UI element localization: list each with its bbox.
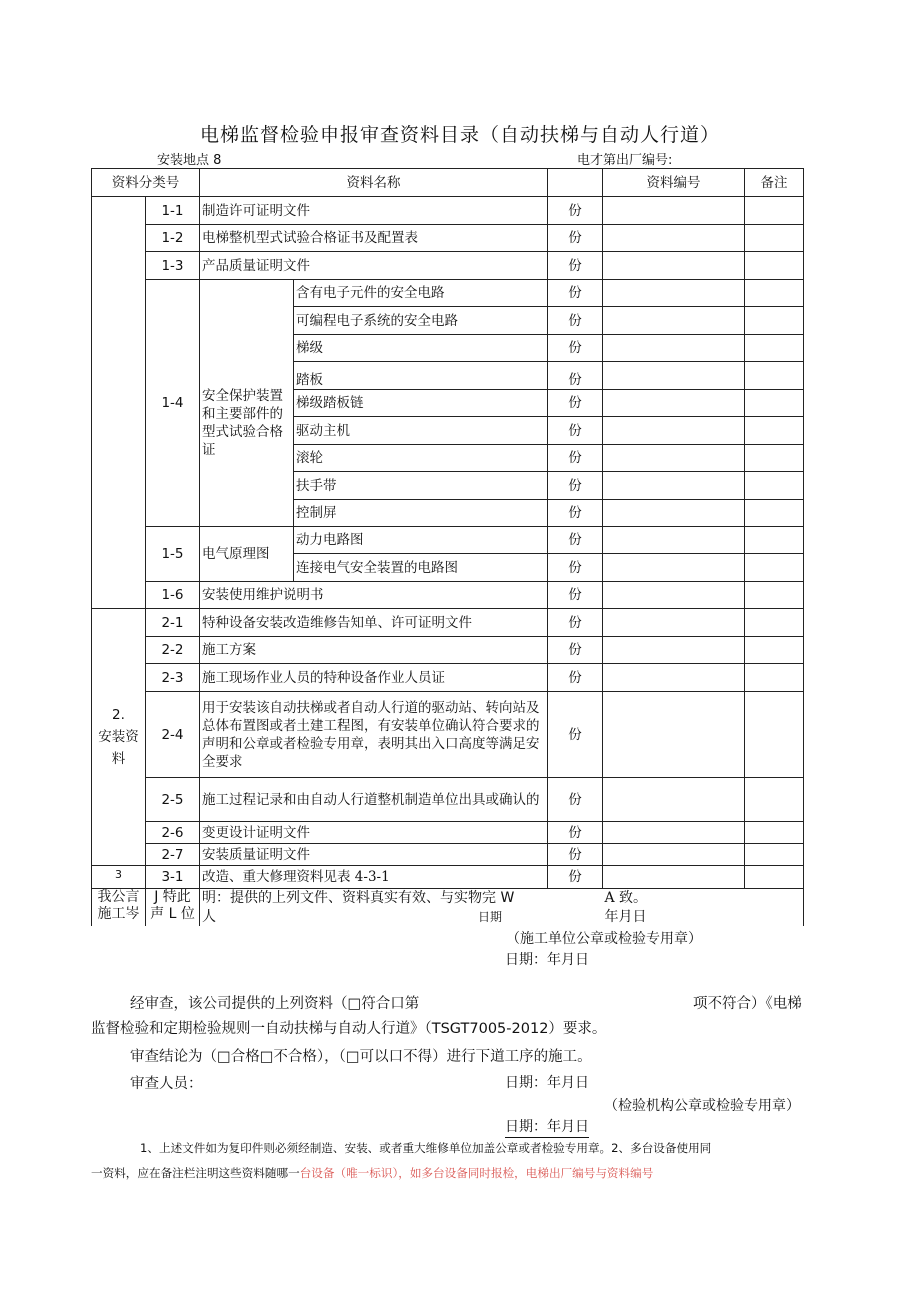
header-name: 资料名称	[200, 169, 548, 197]
table-row: 2-7 安装质量证明文件 份	[92, 844, 804, 866]
table-row: 滚轮 份	[92, 445, 804, 472]
document-table	[91, 168, 804, 929]
table-row: 2-3 施工现场作业人员的特种设备作业人员证 份	[92, 664, 804, 692]
review-conclusion: 审查结论为（□合格□不合格），（□可以口不得）进行下道工序的施工。	[130, 1049, 592, 1065]
table-row: 2. 安装资 料 2-1 特种设备安装改造维修告知单、许可证明文件 份	[92, 609, 804, 637]
table-row: 踏板 份	[92, 362, 804, 390]
table-row: 2-5 施工过程记录和由自动人行道整机制造单位出具或确认的 份	[92, 778, 804, 822]
table-row: 梯级踏板链 份	[92, 390, 804, 417]
seal-unit-note: （施工单位公章或检验专用章）	[506, 931, 702, 947]
declaration-text: 明：提供的上列文件、资料真实有效、与实物完 W	[202, 890, 515, 906]
table-row: 2-6 变更设计证明文件 份	[92, 822, 804, 844]
note-line-1: 1、上述文件如为复印件则必须经制造、安装、或者重大维修单位加盖公章或者检验专用章。2、多台设备使用同	[140, 1141, 712, 1155]
reviewer-label: 审查人员：	[130, 1076, 203, 1092]
page-title: 电梯监督检验申报审查资料目录（自动扶梯与自动人行道）	[199, 124, 720, 146]
category-cell-1	[92, 197, 146, 609]
group-electrical-diagrams: 电气原理图	[200, 527, 294, 582]
table-row: 可编程电子系统的安全电路 份	[92, 307, 804, 335]
review-statement-tail: 项不符合）《电梯	[693, 996, 802, 1012]
seal-institution-note: （检验机构公章或检验专用章）	[604, 1098, 800, 1114]
table-row: 2-4 用于安装该自动扶梯或者自动人行道的驱动站、转向站及总体布置图或者土建工程图，有安装单位确认符合要求的声明和公章或者检验专用章，表明其出入口高度等满足安全要求 份	[92, 692, 804, 778]
table-row: 连接电气安全装置的电路图 份	[92, 554, 804, 582]
review-regulation: 监督检验和定期检验规则一自动扶梯与自动人行道》（TSGT7005-2012）要求。	[91, 1021, 607, 1037]
institution-date: 日期：年月日	[505, 1116, 589, 1138]
header-category: 资料分类号	[92, 169, 200, 197]
group-safety-devices: 安全保护装置和主要部件的型式试验合格证	[200, 280, 294, 527]
factory-no-label: 电才第出厂编号:	[577, 153, 673, 168]
reviewer-date: 日期：年月日	[505, 1075, 589, 1091]
table-row: 1-3 产品质量证明文件 份	[92, 252, 804, 280]
table-row: 1-6 安装使用维护说明书 份	[92, 582, 804, 609]
table-row: 驱动主机 份	[92, 417, 804, 445]
unit-date: 日期：年月日	[505, 952, 589, 968]
note-line-2: 一资料，应在备注栏注明这些资料随哪一台设备（唯一标识），如多台设备同时报检，电梯出厂编号与资料编号	[91, 1166, 654, 1180]
table-row: 控制屏 份	[92, 500, 804, 527]
review-statement: 经审查，该公司提供的上列资料（□符合口第	[130, 996, 420, 1012]
header-doc-no: 资料编号	[603, 169, 745, 197]
declaration-row: 我公言 施工岑 J 特此 声 L 位 明：提供的上列文件、资料真实有效、与实物完 W 人 日期 A 致。 年月日	[92, 889, 804, 929]
category-cell-2: 2. 安装资 料	[92, 609, 146, 866]
category-cell-3: 3	[92, 866, 146, 889]
table-row: 2-2 施工方案 份	[92, 637, 804, 664]
header-remark: 备注	[745, 169, 804, 197]
table-row: 1-2 电梯整机型式试验合格证书及配置表 份	[92, 225, 804, 252]
table-row: 扶手带 份	[92, 472, 804, 500]
table-clip-mask	[91, 926, 820, 934]
table-row: 1-5 电气原理图 动力电路图 份	[92, 527, 804, 554]
install-location-label: 安装地点 8	[157, 153, 222, 168]
table-header-row	[92, 169, 804, 197]
table-row: 3 3-1 改造、重大修理资料见表 4-3-1 份	[92, 866, 804, 889]
table-row: 梯级 份	[92, 335, 804, 362]
table-row: 1-1 制造许可证明文件 份	[92, 197, 804, 225]
table-row: 1-4 安全保护装置和主要部件的型式试验合格证 含有电子元件的安全电路 份	[92, 280, 804, 307]
